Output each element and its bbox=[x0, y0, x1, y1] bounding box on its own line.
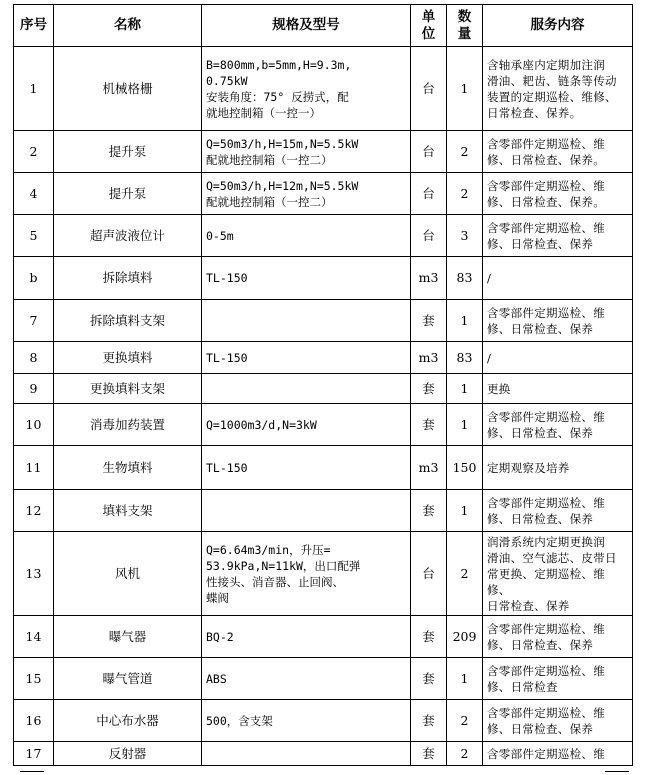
header-qty: 数 量 bbox=[447, 5, 483, 47]
table-row bbox=[14, 173, 633, 215]
quantity-cell: 2 bbox=[447, 742, 483, 766]
quantity-cell: 2 bbox=[447, 173, 483, 215]
quantity-cell: 1 bbox=[447, 658, 483, 700]
table-row bbox=[14, 490, 633, 532]
equipment-name-cell: 拆除填料支架 bbox=[54, 300, 202, 342]
quantity-cell: 1 bbox=[447, 47, 483, 131]
table-row bbox=[14, 658, 633, 700]
equipment-table bbox=[13, 4, 633, 766]
row-number-cell: 10 bbox=[14, 404, 54, 446]
row-number-cell: 2 bbox=[14, 131, 54, 173]
spec-cell: TL-150 bbox=[202, 342, 411, 374]
service-cell: 含零部件定期巡检、维 修、日常检查、保养 bbox=[483, 300, 633, 342]
equipment-name-cell: 机械格栅 bbox=[54, 47, 202, 131]
unit-cell: 套 bbox=[411, 658, 447, 700]
row-number-cell: 15 bbox=[14, 658, 54, 700]
unit-cell: 台 bbox=[411, 215, 447, 257]
equipment-name-cell: 中心布水器 bbox=[54, 700, 202, 742]
row-number-cell: 9 bbox=[14, 374, 54, 404]
table-row bbox=[14, 257, 633, 300]
service-cell: 含零部件定期巡检、维 修、日常检查、保养 bbox=[483, 700, 633, 742]
row-number-cell: 4 bbox=[14, 173, 54, 215]
table-row bbox=[14, 700, 633, 742]
quantity-cell: 209 bbox=[447, 616, 483, 658]
service-cell: 含轴承座内定期加注润 滑油、耙齿、链条等传动 装置的定期巡检、维修、 日常检查、保养。 bbox=[483, 47, 633, 131]
row-number-cell: 11 bbox=[14, 446, 54, 490]
quantity-cell: 83 bbox=[447, 257, 483, 300]
spec-cell: ABS bbox=[202, 658, 411, 700]
equipment-name-cell: 提升泵 bbox=[54, 173, 202, 215]
spec-cell: B=800mm,b=5mm,H=9.3m, 0.75kW 安装角度：75° 反捞式，配 就地控制箱（一控一） bbox=[202, 47, 411, 131]
row-number-cell: 16 bbox=[14, 700, 54, 742]
service-cell: 含零部件定期巡检、维 修、日常检查、保养。 bbox=[483, 131, 633, 173]
row-number-cell: 5 bbox=[14, 215, 54, 257]
equipment-name-cell: 更换填料 bbox=[54, 342, 202, 374]
spec-cell: Q=1000m3/d,N=3kW bbox=[202, 404, 411, 446]
equipment-name-cell: 填料支架 bbox=[54, 490, 202, 532]
quantity-cell: 2 bbox=[447, 700, 483, 742]
footer-rule-left bbox=[20, 771, 44, 772]
spec-cell: Q=50m3/h,H=12m,N=5.5kW 配就地控制箱（一控二） bbox=[202, 173, 411, 215]
spec-cell: BQ-2 bbox=[202, 616, 411, 658]
spec-cell: Q=6.64m3/min，升压= 53.9kPa,N=11kW，出口配弹 性接头、消音器、止回阀、 蝶阀 bbox=[202, 532, 411, 616]
row-number-cell: 12 bbox=[14, 490, 54, 532]
header-no: 序号 bbox=[14, 5, 54, 47]
table-row bbox=[14, 404, 633, 446]
spec-cell: 500，含支架 bbox=[202, 700, 411, 742]
footer-rule-right bbox=[605, 771, 629, 772]
table-row bbox=[14, 742, 633, 766]
spec-cell: TL-150 bbox=[202, 257, 411, 300]
header-unit: 单 位 bbox=[411, 5, 447, 47]
spec-cell bbox=[202, 742, 411, 766]
service-cell: 含零部件定期巡检、维 修、日常检查、保养 bbox=[483, 404, 633, 446]
service-cell: 含零部件定期巡检、维 修、日常检查、保养。 bbox=[483, 173, 633, 215]
equipment-name-cell: 风机 bbox=[54, 532, 202, 616]
unit-cell: m3 bbox=[411, 446, 447, 490]
row-number-cell: b bbox=[14, 257, 54, 300]
service-cell: 定期观察及培养 bbox=[483, 446, 633, 490]
row-number-cell: 17 bbox=[14, 742, 54, 766]
spec-cell bbox=[202, 490, 411, 532]
equipment-name-cell: 更换填料支架 bbox=[54, 374, 202, 404]
table-row bbox=[14, 342, 633, 374]
header-row bbox=[14, 5, 633, 47]
unit-cell: 台 bbox=[411, 47, 447, 131]
quantity-cell: 2 bbox=[447, 131, 483, 173]
unit-cell: 台 bbox=[411, 131, 447, 173]
unit-cell: 套 bbox=[411, 404, 447, 446]
unit-cell: 台 bbox=[411, 173, 447, 215]
service-cell: 润滑系统内定期更换润 滑油、空气滤芯、皮带日 常更换、定期巡检、维修、 日常检查、保养 bbox=[483, 532, 633, 616]
row-number-cell: 8 bbox=[14, 342, 54, 374]
equipment-name-cell: 生物填料 bbox=[54, 446, 202, 490]
quantity-cell: 2 bbox=[447, 532, 483, 616]
equipment-name-cell: 消毒加药装置 bbox=[54, 404, 202, 446]
service-cell: 含零部件定期巡检、维 修、日常检查、保养 bbox=[483, 616, 633, 658]
equipment-name-cell: 曝气器 bbox=[54, 616, 202, 658]
service-cell: / bbox=[483, 257, 633, 300]
unit-cell: 套 bbox=[411, 374, 447, 404]
quantity-cell: 1 bbox=[447, 490, 483, 532]
service-cell: 含零部件定期巡检、维 bbox=[483, 742, 633, 766]
equipment-name-cell: 超声波液位计 bbox=[54, 215, 202, 257]
table-row bbox=[14, 47, 633, 131]
table-row bbox=[14, 131, 633, 173]
header-name: 名称 bbox=[54, 5, 202, 47]
spec-cell: 0-5m bbox=[202, 215, 411, 257]
unit-cell: m3 bbox=[411, 342, 447, 374]
table-row bbox=[14, 616, 633, 658]
spec-cell: Q=50m3/h,H=15m,N=5.5kW 配就地控制箱（一控二） bbox=[202, 131, 411, 173]
header-service: 服务内容 bbox=[483, 5, 633, 47]
unit-cell: 套 bbox=[411, 742, 447, 766]
row-number-cell: 13 bbox=[14, 532, 54, 616]
table-row bbox=[14, 374, 633, 404]
equipment-name-cell: 提升泵 bbox=[54, 131, 202, 173]
service-cell: 含零部件定期巡检、维 修、日常检查、保养 bbox=[483, 490, 633, 532]
unit-cell: 台 bbox=[411, 532, 447, 616]
quantity-cell: 3 bbox=[447, 215, 483, 257]
service-cell: 更换 bbox=[483, 374, 633, 404]
quantity-cell: 83 bbox=[447, 342, 483, 374]
quantity-cell: 1 bbox=[447, 300, 483, 342]
row-number-cell: 7 bbox=[14, 300, 54, 342]
table-row bbox=[14, 446, 633, 490]
unit-cell: 套 bbox=[411, 616, 447, 658]
equipment-name-cell: 反射器 bbox=[54, 742, 202, 766]
quantity-cell: 150 bbox=[447, 446, 483, 490]
quantity-cell: 1 bbox=[447, 374, 483, 404]
service-cell: 含零部件定期巡检、维 修、日常检查、保养 bbox=[483, 215, 633, 257]
spec-cell: TL-150 bbox=[202, 446, 411, 490]
spec-cell bbox=[202, 300, 411, 342]
row-number-cell: 14 bbox=[14, 616, 54, 658]
service-cell: / bbox=[483, 342, 633, 374]
header-spec: 规格及型号 bbox=[202, 5, 411, 47]
service-cell: 含零部件定期巡检、维 修、日常检查 bbox=[483, 658, 633, 700]
spec-cell bbox=[202, 374, 411, 404]
row-number-cell: 1 bbox=[14, 47, 54, 131]
table-row bbox=[14, 215, 633, 257]
unit-cell: 套 bbox=[411, 490, 447, 532]
quantity-cell: 1 bbox=[447, 404, 483, 446]
equipment-name-cell: 曝气管道 bbox=[54, 658, 202, 700]
unit-cell: m3 bbox=[411, 257, 447, 300]
table-row bbox=[14, 300, 633, 342]
table-row bbox=[14, 532, 633, 616]
equipment-name-cell: 拆除填料 bbox=[54, 257, 202, 300]
unit-cell: 套 bbox=[411, 300, 447, 342]
unit-cell: 套 bbox=[411, 700, 447, 742]
